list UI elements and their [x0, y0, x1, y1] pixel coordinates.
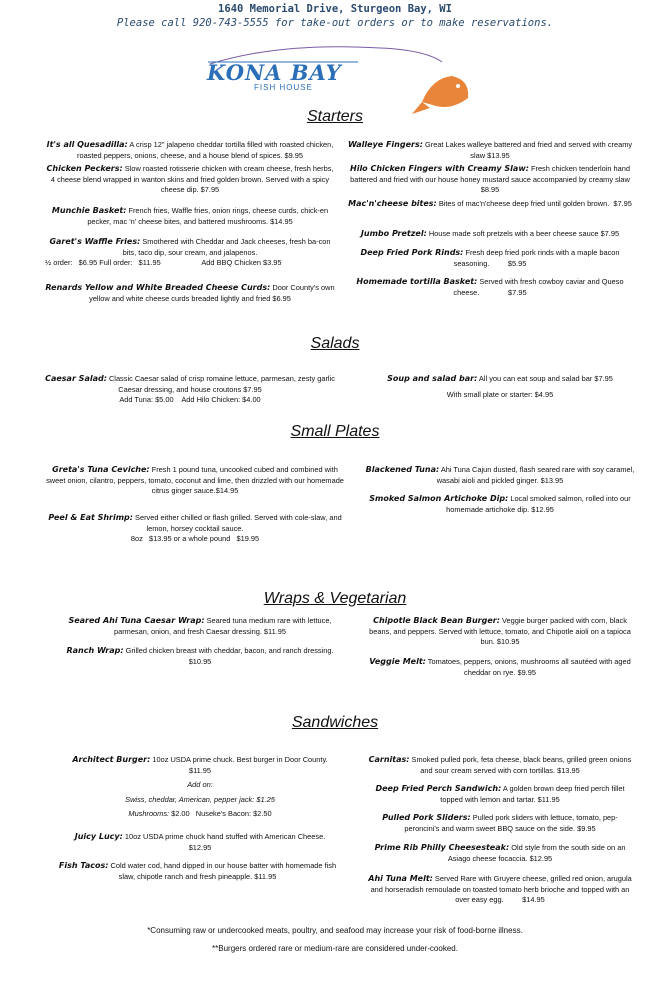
menu-item: Veggie Melt: Tomatoes, peppers, onions, mushrooms all sautéed with aged cheddar on rye. $9.95	[369, 657, 631, 677]
menu-item: Munchie Basket: French fries, Waffle fries, onion rings, cheese curds, chick-en pecker, mac 'n' cheese bites, and battered mushrooms. $14.95	[51, 206, 329, 226]
menu-item: Soup and salad bar: All you can eat soup and salad bar $7.95 With small plate or starter: $4.95	[387, 374, 613, 399]
menu-item: Deep Fried Pork Rinds: Fresh deep fried pork rinds with a maple bacon seasoning. $5.95	[360, 248, 622, 268]
burger-warning: **Burgers ordered rare or medium-rare are considered under-cooked.	[212, 944, 458, 953]
menu-item: Walleye Fingers: Great Lakes walleye battered and fried and served with creamy slaw $13.95	[347, 140, 633, 160]
menu-item: Garet's Waffle Fries: Smothered with Cheddar and Jack cheeses, fresh ba-con bits, taco dip, sour cream, and jalapenos. ½ order: $6.95 Full order: $11.95 Add BBQ Chicken $3.95	[45, 237, 331, 268]
section-sandwiches: Sandwiches	[291, 714, 379, 731]
menu-item: Seared Ahi Tuna Caesar Wrap: Seared tuna medium rare with lettuce, parmesan, onion, and fresh Caesar dressing. $11.95	[68, 616, 332, 636]
menu-item: Juicy Lucy: 10oz USDA prime chuck hand stuffed with American Cheese. $12.95	[74, 832, 326, 852]
section-starters: Starters	[306, 108, 363, 125]
menu-item: Ranch Wrap: Grilled chicken breast with cheddar, bacon, and ranch dressing. $10.95	[66, 646, 340, 666]
logo	[200, 40, 472, 115]
menu-item: Mac'n'cheese bites: Bites of mac'n'cheese deep fried until golden brown. $7.95	[348, 199, 632, 208]
menu-item: Hilo Chicken Fingers with Creamy Slaw: Fresh chicken tenderloin hand battered and fried with our house honey mustard sauce accompanied by creamy slaw $8.95	[350, 164, 630, 195]
address: 1640 Memorial Drive, Sturgeon Bay, WI	[218, 3, 452, 15]
raw-food-warning: *Consuming raw or undercooked meats, poultry, and seafood may increase your risk of food-borne illness.	[147, 926, 523, 935]
menu-item: Ahi Tuna Melt: Served Rare with Gruyere cheese, grilled red onion, arugula and horseradish remoulade on toasted tomato herb brioche and topped with an over easy egg. $14.95	[368, 874, 634, 905]
menu-item: Smoked Salmon Artichoke Dip: Local smoked salmon, rolled into our homemade artichoke dip. $12.95	[369, 494, 631, 514]
menu-item: Carnitas: Smoked pulled pork, feta cheese, black beans, grilled green onions and sour cream served with corn tortillas. $13.95	[368, 755, 632, 775]
menu-item: Architect Burger: 10oz USDA prime chuck. Best burger in Door County. $11.95 Add on: Swiss, cheddar, American, pepper jack: $1.25 Mushrooms: $2.00 Nuseke's Bacon: $2.50	[72, 755, 328, 819]
menu-item: Deep Fried Perch Sandwich: A golden brown deep fried perch fillet topped with lemon and tartar. $11.95	[375, 784, 625, 804]
menu-item: Greta's Tuna Ceviche: Fresh 1 pound tuna, uncooked cubed and combined with sweet onion, cilantro, peppers, tomato, coconut and lime, then drizzled with our homemade citrus ginger sauce.$14.95	[46, 465, 344, 496]
menu-item: It's all Quesadilla: A crisp 12" jalapeno cheddar tortilla filled with roasted chicken, roasted peppers, onions, cheese, and a house blend of spices. $9.95	[46, 140, 334, 160]
logo-name: KONA BAY	[207, 60, 342, 85]
logo-sub: FISH HOUSE	[254, 83, 313, 92]
menu-item: Blackened Tuna: Ahi Tuna Cajun dusted, flash seared rare with soy caramel, wasabi aioli and pickled ginger. $13.95	[365, 465, 635, 485]
menu-item: Caesar Salad: Classic Caesar salad of crisp romaine lettuce, parmesan, zesty garlic Caesar dressing, and house croutons $7.95 Add Tuna: $5.00 Add Hilo Chicken: $4.00	[45, 374, 335, 405]
section-small-plates: Small Plates	[290, 423, 380, 440]
menu-item: Homemade tortilla Basket: Served with fresh cowboy caviar and Queso cheese. $7.95	[356, 277, 626, 297]
menu-item: Jumbo Pretzel: House made soft pretzels with a beer cheese sauce $7.95	[360, 229, 620, 238]
menu-item: Fish Tacos: Cold water cod, hand dipped in our house batter with homemade fish slaw, chipotle ranch and fresh pineapple. $11.95	[58, 861, 337, 881]
menu-item: Chicken Peckers: Slow roasted rotisserie chicken with cream cheese, fresh herbs, 4 cheese blend wrapped in wanton skins and fried golden brown. Served with a spicy cheese dip. $7.95	[46, 164, 334, 195]
menu-item: Prime Rib Philly Cheesesteak: Old style from the south side on an Asiago cheese focaccia. $12.95	[374, 843, 626, 863]
menu-item: Peel & Eat Shrimp: Served either chilled or flash grilled. Served with cole-slaw, and lemon, horsey cocktail sauce. 8oz $13.95 or a whole pound $19.95	[48, 513, 342, 544]
menu-item: Chipotle Black Bean Burger: Veggie burger packed with corn, black beans, and peppers. Served with lettuce, tomato, and Chipotle aioli on a tapioca bun. $10.95	[369, 616, 631, 647]
section-wraps: Wraps & Vegetarian	[263, 590, 407, 607]
menu-item: Pulled Pork Sliders: Pulled pork sliders with lettuce, tomato, pep-peroncini's and warm sweet BBQ sauce on the side. $9.95	[382, 813, 618, 833]
section-salads: Salads	[310, 335, 360, 352]
menu-item: Renards Yellow and White Breaded Cheese Curds: Door County's own yellow and white cheese curds breaded lightly and fried $6.95	[45, 283, 335, 303]
phone-line: Please call 920-743-5555 for take-out orders or to make reservations.	[116, 17, 554, 29]
